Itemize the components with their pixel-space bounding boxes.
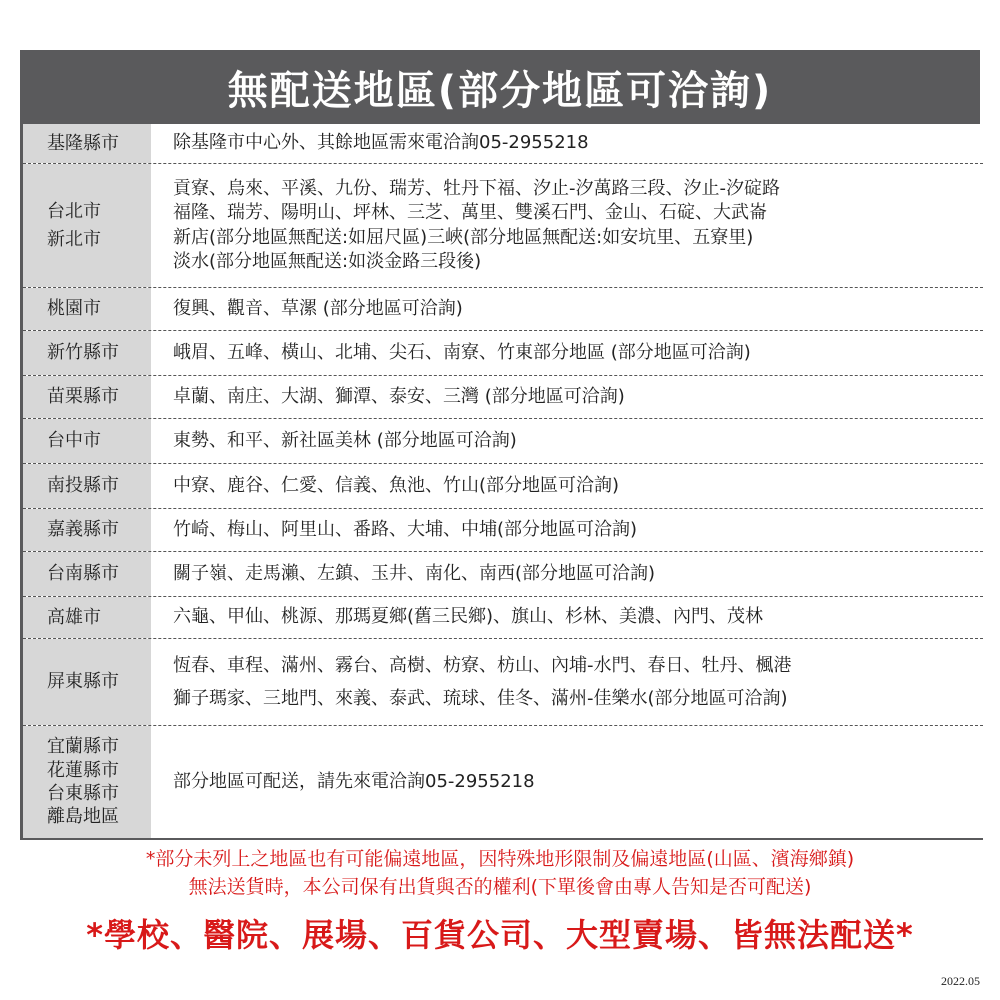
region-cell: [23, 376, 151, 418]
table-row: [23, 164, 983, 288]
table-row: [23, 552, 983, 597]
region-name: 高雄市: [47, 606, 101, 628]
no-delivery-warning: *學校、醫院、展場、百貨公司、大型賣場、皆無法配送*: [86, 916, 914, 954]
page-title: 無配送地區(部分地區可洽詢): [20, 50, 980, 124]
region-name: 桃園市: [47, 298, 101, 320]
region-name: 新北市: [47, 228, 101, 250]
areas-line: 福隆、瑞芳、陽明山、坪林、三芝、萬里、雙溪石門、金山、石碇、大武崙: [173, 202, 767, 224]
region-cell: [23, 124, 151, 163]
areas-cell: [151, 726, 983, 838]
areas-line: 貢寮、烏來、平溪、九份、瑞芳、牡丹下福、汐止-汐萬路三段、汐止-汐碇路: [173, 178, 780, 200]
region-name: 宜蘭縣市: [47, 736, 119, 758]
table-row: [23, 331, 983, 376]
region-name: 台中市: [47, 430, 101, 452]
areas-cell: [151, 164, 983, 287]
region-cell: [23, 597, 151, 638]
areas-cell: [151, 419, 983, 463]
areas-line: 淡水(部分地區無配送:如淡金路三段後): [173, 250, 482, 272]
table-row: [23, 639, 983, 726]
region-cell: [23, 639, 151, 725]
footnote: 無法送貨時，本公司保有出貨與否的權利(下單後會由專人告知是否可配送): [188, 876, 812, 898]
areas-line: 竹崎、梅山、阿里山、番路、大埔、中埔(部分地區可洽詢): [173, 518, 638, 540]
region-name: 離島地區: [47, 806, 119, 828]
areas-line: 六龜、甲仙、桃源、那瑪夏鄉(舊三民鄉)、旗山、杉林、美濃、內門、茂林: [173, 606, 764, 628]
region-cell: [23, 552, 151, 596]
region-name: 南投縣市: [47, 475, 119, 497]
table-row: [23, 726, 983, 840]
region-cell: [23, 164, 151, 287]
table-row: [23, 464, 983, 509]
areas-line: 關子嶺、走馬瀨、左鎮、玉井、南化、南西(部分地區可洽詢): [173, 562, 656, 584]
region-name: 台南縣市: [47, 563, 119, 585]
date-label: 2022.05: [941, 974, 980, 988]
areas-cell: [151, 509, 983, 551]
areas-cell: [151, 552, 983, 596]
areas-cell: [151, 597, 983, 638]
areas-cell: [151, 639, 983, 725]
table-row: [23, 509, 983, 552]
region-cell: [23, 726, 151, 838]
areas-cell: [151, 288, 983, 330]
table-row: [23, 597, 983, 639]
areas-line: 新店(部分地區無配送:如屈尺區)三峽(部分地區無配送:如安坑里、五寮里): [173, 226, 754, 248]
region-cell: [23, 509, 151, 551]
areas-cell: [151, 376, 983, 418]
areas-line: 恆春、車程、滿州、霧台、高樹、枋寮、枋山、內埔-水門、春日、牡丹、楓港: [173, 654, 792, 676]
areas-line: 峨眉、五峰、橫山、北埔、尖石、南寮、竹東部分地區 (部分地區可洽詢): [173, 341, 751, 363]
region-name: 嘉義縣市: [47, 519, 119, 541]
table-row: [23, 419, 983, 464]
areas-line: 復興、觀音、草漯 (部分地區可洽詢): [173, 297, 463, 319]
table-row: [23, 288, 983, 331]
region-name: 花蓮縣市: [47, 759, 119, 781]
region-cell: [23, 288, 151, 330]
areas-line: 獅子瑪家、三地門、來義、泰武、琉球、佳冬、滿州-佳樂水(部分地區可洽詢): [173, 688, 788, 709]
areas-cell: [151, 331, 983, 375]
areas-line: 中寮、鹿谷、仁愛、信義、魚池、竹山(部分地區可洽詢): [173, 474, 620, 496]
areas-line: 卓蘭、南庄、大湖、獅潭、泰安、三灣 (部分地區可洽詢): [173, 385, 625, 407]
table-row: [23, 376, 983, 419]
region-name: 新竹縣市: [47, 342, 119, 364]
region-name: 基隆縣市: [47, 132, 119, 154]
areas-line: 除基隆市中心外、其餘地區需來電洽詢05-2955218: [173, 132, 589, 154]
region-name: 苗栗縣市: [47, 386, 119, 408]
region-cell: [23, 464, 151, 508]
region-name: 台東縣市: [47, 783, 119, 804]
region-cell: [23, 331, 151, 375]
areas-line: 東勢、和平、新社區美林 (部分地區可洽詢): [173, 429, 517, 451]
areas-cell: [151, 124, 983, 163]
region-cell: [23, 419, 151, 463]
table-row: [23, 124, 983, 164]
region-name: 台北市: [47, 200, 101, 222]
footnote: *部分未列上之地區也有可能偏遠地區，因特殊地形限制及偏遠地區(山區、濱海鄉鎮): [145, 848, 855, 870]
region-name: 屏東縣市: [47, 671, 119, 693]
delivery-table: [20, 124, 983, 840]
areas-cell: [151, 464, 983, 508]
areas-line: 部分地區可配送，請先來電洽詢05-2955218: [173, 770, 535, 792]
